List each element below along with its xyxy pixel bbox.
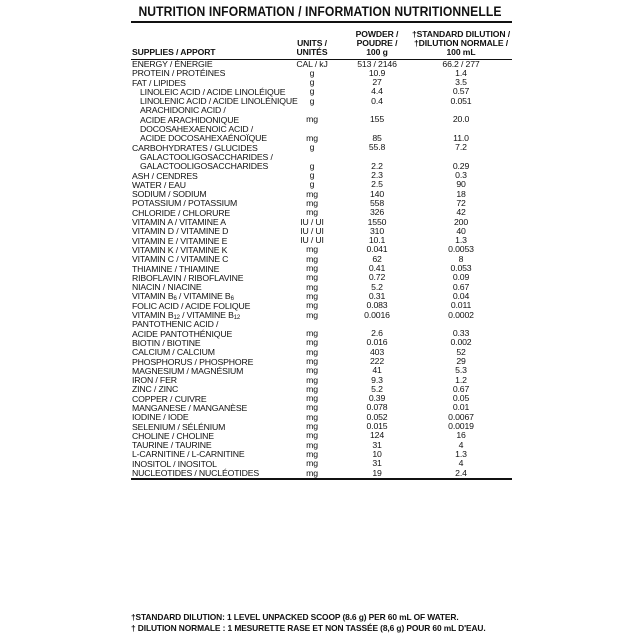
nutrient-label-line: VITAMIN $B_6$ / VITAMINE $B_6$ [132, 291, 234, 303]
powder-value: 513 / 2146 [357, 58, 397, 69]
unit-cell: mg [306, 132, 318, 143]
header-standard-line: 100 mL [446, 47, 476, 57]
standard-value: 0.0002 [448, 309, 474, 320]
nutrient-label-line: SODIUM / SODIUM [132, 189, 207, 200]
standard-value: 0.01 [452, 402, 470, 413]
unit-cell: mg [306, 337, 318, 348]
unit-cell: CAL / kJ [296, 58, 328, 69]
unit-cell: mg [306, 374, 318, 385]
standard-value: 0.57 [452, 86, 470, 97]
powder-value: 2.3 [371, 170, 383, 181]
nutrient-label-line: ZINC / ZINC [132, 384, 179, 395]
nutrient-label-line: ASH / CENDRES [132, 170, 198, 181]
unit-cell: mg [306, 263, 318, 274]
nutrient-label-line: SELENIUM / SÉLÉNIUM [132, 421, 226, 432]
powder-value: 31 [372, 458, 382, 469]
unit-cell: mg [306, 207, 318, 218]
powder-value: 5.2 [371, 281, 383, 292]
page-title: NUTRITION INFORMATION / INFORMATION NUTRITIONNELLE [138, 4, 502, 19]
nutrient-label-line: MAGNESIUM / MAGNÉSIUM [132, 365, 244, 376]
powder-value: 2.5 [371, 179, 383, 190]
nutrient-label-line: DOCOSAHEXAENOIC ACID / [140, 124, 254, 135]
unit-cell: g [309, 142, 315, 153]
standard-value: 42 [456, 207, 466, 218]
nutrient-label-line: CALCIUM / CALCIUM [132, 347, 215, 358]
nutrient-label-line: VITAMIN E / VITAMINE E [132, 235, 228, 246]
unit-cell: mg [306, 281, 318, 292]
standard-value: 1.3 [455, 448, 467, 459]
standard-value: 5.3 [455, 365, 467, 376]
standard-value: 2.4 [455, 467, 467, 478]
powder-value: 10 [372, 448, 382, 459]
standard-value: 20.0 [452, 114, 470, 125]
standard-value: 0.0019 [448, 421, 474, 432]
footnote-english: †STANDARD DILUTION: 1 LEVEL UNPACKED SCOOP (8.6 g) PER 60 mL OF WATER. [131, 612, 459, 622]
nutrition-table [131, 21, 512, 480]
standard-value: 16 [456, 430, 466, 441]
nutrient-label-line: ACIDE PANTOTHÉNIQUE [132, 328, 233, 339]
standard-value: 0.29 [452, 160, 470, 171]
unit-cell: mg [306, 253, 318, 264]
powder-value: 222 [369, 356, 385, 366]
unit-cell: mg [306, 430, 318, 441]
standard-value: 0.0067 [448, 411, 474, 422]
nutrient-label-line: ENERGY / ÉNERGIE [132, 59, 213, 69]
powder-value: 0.31 [368, 290, 386, 301]
unit-cell: g [309, 77, 315, 88]
nutrient-label-line: NUCLEOTIDES / NUCLÉOTIDES [132, 468, 260, 479]
standard-value: 0.67 [452, 383, 470, 394]
nutrient-label-line: RIBOFLAVIN / RIBOFLAVINE [132, 272, 244, 283]
nutrient-label-line: CHLORIDE / CHLORURE [132, 207, 231, 218]
unit-cell: mg [306, 197, 318, 208]
powder-value: 403 [369, 346, 385, 357]
standard-value: 0.05 [452, 393, 470, 404]
powder-value: 0.0016 [364, 309, 390, 320]
nutrient-label-line: VITAMIN $B_{12}$ / VITAMINE $B_{12}$ [132, 310, 241, 322]
nutrient-label-line: ACIDE ARACHIDONIQUE [140, 114, 240, 125]
nutrient-label-line: L-CARNITINE / L-CARNITINE [132, 449, 245, 460]
nutrient-label-line: WATER / EAU [132, 179, 186, 190]
standard-value: 52 [456, 346, 466, 357]
powder-value: 85 [372, 132, 382, 143]
table-row [131, 125, 512, 144]
powder-value: 10.1 [368, 235, 386, 246]
unit-cell: mg [306, 365, 318, 376]
header-powder-line: POWDER / [355, 29, 399, 39]
unit-cell: mg [306, 467, 318, 478]
standard-value: 0.04 [452, 290, 470, 301]
nutrient-label-line: GALACTOOLIGOSACCHARIDES [140, 161, 269, 172]
nutrient-label-line: INOSITOL / INOSITOL [132, 458, 217, 469]
unit-cell: mg [306, 188, 318, 199]
standard-value: 0.67 [452, 281, 470, 292]
powder-value: 124 [369, 430, 385, 441]
powder-value: 10.9 [368, 67, 386, 78]
unit-cell: mg [306, 458, 318, 469]
header-standard-line: †STANDARD DILUTION / [411, 29, 511, 39]
nutrient-label-line: PANTOTHENIC ACID / [132, 319, 219, 330]
unit-cell: mg [306, 328, 318, 339]
header-units [281, 39, 343, 57]
standard-value: 1.4 [455, 67, 467, 78]
unit-cell: mg [306, 244, 318, 255]
unit-cell: g [309, 179, 315, 190]
nutrient-label [132, 469, 282, 478]
nutrient-label-line: COPPER / CUIVRE [132, 393, 207, 404]
powder-value: 27 [372, 77, 382, 88]
standard-value: 11.0 [453, 132, 469, 143]
unit-cell: mg [306, 272, 318, 283]
powder-value: 62 [372, 253, 382, 264]
standard-value: 90 [456, 179, 466, 190]
standard-value: 0.011 [450, 300, 472, 311]
powder-value: 2.2 [371, 160, 383, 171]
standard-value: 0.33 [452, 328, 470, 339]
nutrient-label-line: ACIDE DOCOSAHEXAÉNOÏQUE [140, 133, 267, 144]
unit-cell: mg [306, 402, 318, 413]
powder-value: 9.3 [371, 374, 383, 385]
standard-value: 40 [456, 225, 466, 236]
powder-value: 0.72 [368, 272, 386, 283]
powder-value: 326 [369, 207, 385, 218]
nutrient-label-line: IRON / FER [132, 375, 177, 386]
unit-cell: g [309, 170, 315, 181]
unit-cell: mg [306, 356, 318, 366]
unit-cell: mg [306, 114, 318, 125]
nutrient-label-line: VITAMIN A / VITAMINE A [132, 217, 226, 228]
standard-value: 8 [458, 253, 464, 264]
powder-value: 558 [369, 197, 385, 208]
powder-value: 140 [369, 188, 385, 199]
header-units-line: UNITÉS [296, 47, 328, 57]
powder-value: 0.078 [366, 402, 388, 413]
nutrient-label [132, 125, 282, 144]
standard-value: 4 [458, 458, 464, 469]
unit-cell: g [309, 86, 315, 97]
nutrient-label-line: PROTEIN / PROTÉINES [132, 68, 226, 79]
standard-value: 3.5 [455, 77, 467, 88]
powder-value: 0.052 [366, 411, 388, 422]
powder-value: 31 [372, 439, 382, 450]
header-units-line: UNITS / [297, 38, 327, 48]
table-row [131, 469, 512, 478]
standard-value: 0.0053 [448, 244, 474, 255]
unit-cell: g [309, 95, 315, 106]
unit-cell: g [309, 67, 315, 78]
table-row [131, 320, 512, 339]
standard-value: 1.2 [455, 374, 467, 385]
powder-value: 41 [372, 365, 382, 376]
nutrient-label-line: BIOTIN / BIOTINE [132, 337, 201, 348]
nutrient-label [132, 106, 282, 125]
powder-value: 5.2 [371, 383, 383, 394]
table-row [131, 106, 512, 125]
standard-value: 200 [453, 216, 469, 227]
powder-value: 4.4 [371, 86, 383, 97]
nutrient-label-line: NIACIN / NIACINE [132, 282, 202, 293]
nutrient-label-line: CARBOHYDRATES / GLUCIDES [132, 142, 258, 153]
unit-cell: IU / UI [300, 235, 324, 246]
powder-value: 0.041 [366, 244, 388, 255]
nutrient-label-line: VITAMIN K / VITAMINE K [132, 244, 228, 255]
nutrient-label [132, 153, 282, 172]
unit-cell: mg [306, 346, 318, 357]
powder-value: 2.6 [371, 328, 383, 339]
nutrient-label-line: FOLIC ACID / ACIDE FOLIQUE [132, 300, 251, 311]
header-standard-line: †DILUTION NORMALE / [413, 38, 509, 48]
header-powder-line: 100 g [366, 47, 388, 57]
standard-value: 1.3 [455, 235, 467, 246]
standard-value: 0.09 [452, 272, 470, 283]
powder-value: 0.016 [366, 337, 388, 348]
standard-value: 4 [458, 439, 464, 450]
header-powder [343, 30, 411, 57]
header-powder-line: POUDRE / [356, 38, 398, 48]
powder-value: 55.8 [368, 142, 386, 153]
powder-value: 1550 [367, 216, 387, 227]
standard-value: 0.051 [450, 95, 472, 106]
standard-value: 29 [456, 356, 466, 366]
unit-cell: mg [306, 309, 318, 320]
unit-cell: mg [306, 300, 318, 311]
powder-value: 0.4 [371, 95, 383, 106]
powder-value: 0.083 [366, 300, 388, 311]
standard-value: 0.053 [450, 263, 472, 274]
nutrient-label-line: FAT / LIPIDES [132, 77, 186, 88]
standard-value: 72 [456, 197, 466, 208]
nutrient-label-line: TAURINE / TAURINE [132, 440, 212, 451]
nutrient-label [132, 320, 282, 339]
nutrient-label-line: GALACTOOLIGOSACCHARIDES / [140, 151, 273, 162]
unit-cell: mg [306, 393, 318, 404]
unit-cell: mg [306, 439, 318, 450]
table-row [131, 153, 512, 172]
footnote-french: † DILUTION NORMALE : 1 MESURETTE RASE ET NON TASSÉE (8,6 g) POUR 60 mL D'EAU. [131, 623, 486, 633]
powder-value: 19 [372, 467, 382, 478]
unit-cell: mg [306, 383, 318, 394]
header-standard-dilution [411, 30, 511, 57]
nutrient-label-line: LINOLENIC ACID / ACIDE LINOLÉNIQUE [140, 96, 298, 107]
unit-cell: g [309, 160, 315, 171]
nutrient-label-line: IODINE / IODE [132, 412, 189, 423]
nutrient-label-line: VITAMIN D / VITAMINE D [132, 226, 229, 237]
nutrient-label-line: PHOSPHORUS / PHOSPHORE [132, 356, 254, 367]
nutrient-label-line: ARACHIDONIC ACID / [140, 105, 226, 116]
unit-cell: IU / UI [300, 216, 324, 227]
unit-cell: mg [306, 421, 318, 432]
nutrient-label-line: POTASSIUM / POTASSIUM [132, 198, 238, 209]
powder-value: 155 [369, 114, 385, 125]
unit-cell: IU / UI [300, 225, 324, 236]
powder-value: 310 [369, 225, 385, 236]
powder-value: 0.41 [368, 263, 386, 274]
standard-value: 18 [456, 188, 466, 199]
nutrient-label-line: CHOLINE / CHOLINE [132, 430, 214, 441]
unit-cell: mg [306, 290, 318, 301]
standard-value: 7.2 [455, 142, 467, 153]
table-header [131, 23, 512, 60]
unit-cell: mg [306, 448, 318, 459]
footnote [131, 612, 551, 634]
standard-value: 66.2 / 277 [442, 58, 480, 69]
standard-value: 0.002 [450, 337, 472, 348]
standard-value: 0.3 [455, 170, 467, 181]
powder-value: 0.39 [368, 393, 386, 404]
table-body [131, 60, 512, 478]
powder-value: 0.015 [366, 421, 388, 432]
nutrient-label-line: THIAMINE / THIAMINE [132, 263, 220, 274]
header-supplies: SUPPLIES / APPORT [132, 47, 216, 57]
nutrient-label-line: MANGANESE / MANGANÈSE [132, 402, 248, 413]
nutrient-label-line: VITAMIN C / VITAMINE C [132, 254, 229, 265]
unit-cell: mg [306, 411, 318, 422]
nutrient-label-line: LINOLEIC ACID / ACIDE LINOLÉIQUE [140, 86, 286, 97]
